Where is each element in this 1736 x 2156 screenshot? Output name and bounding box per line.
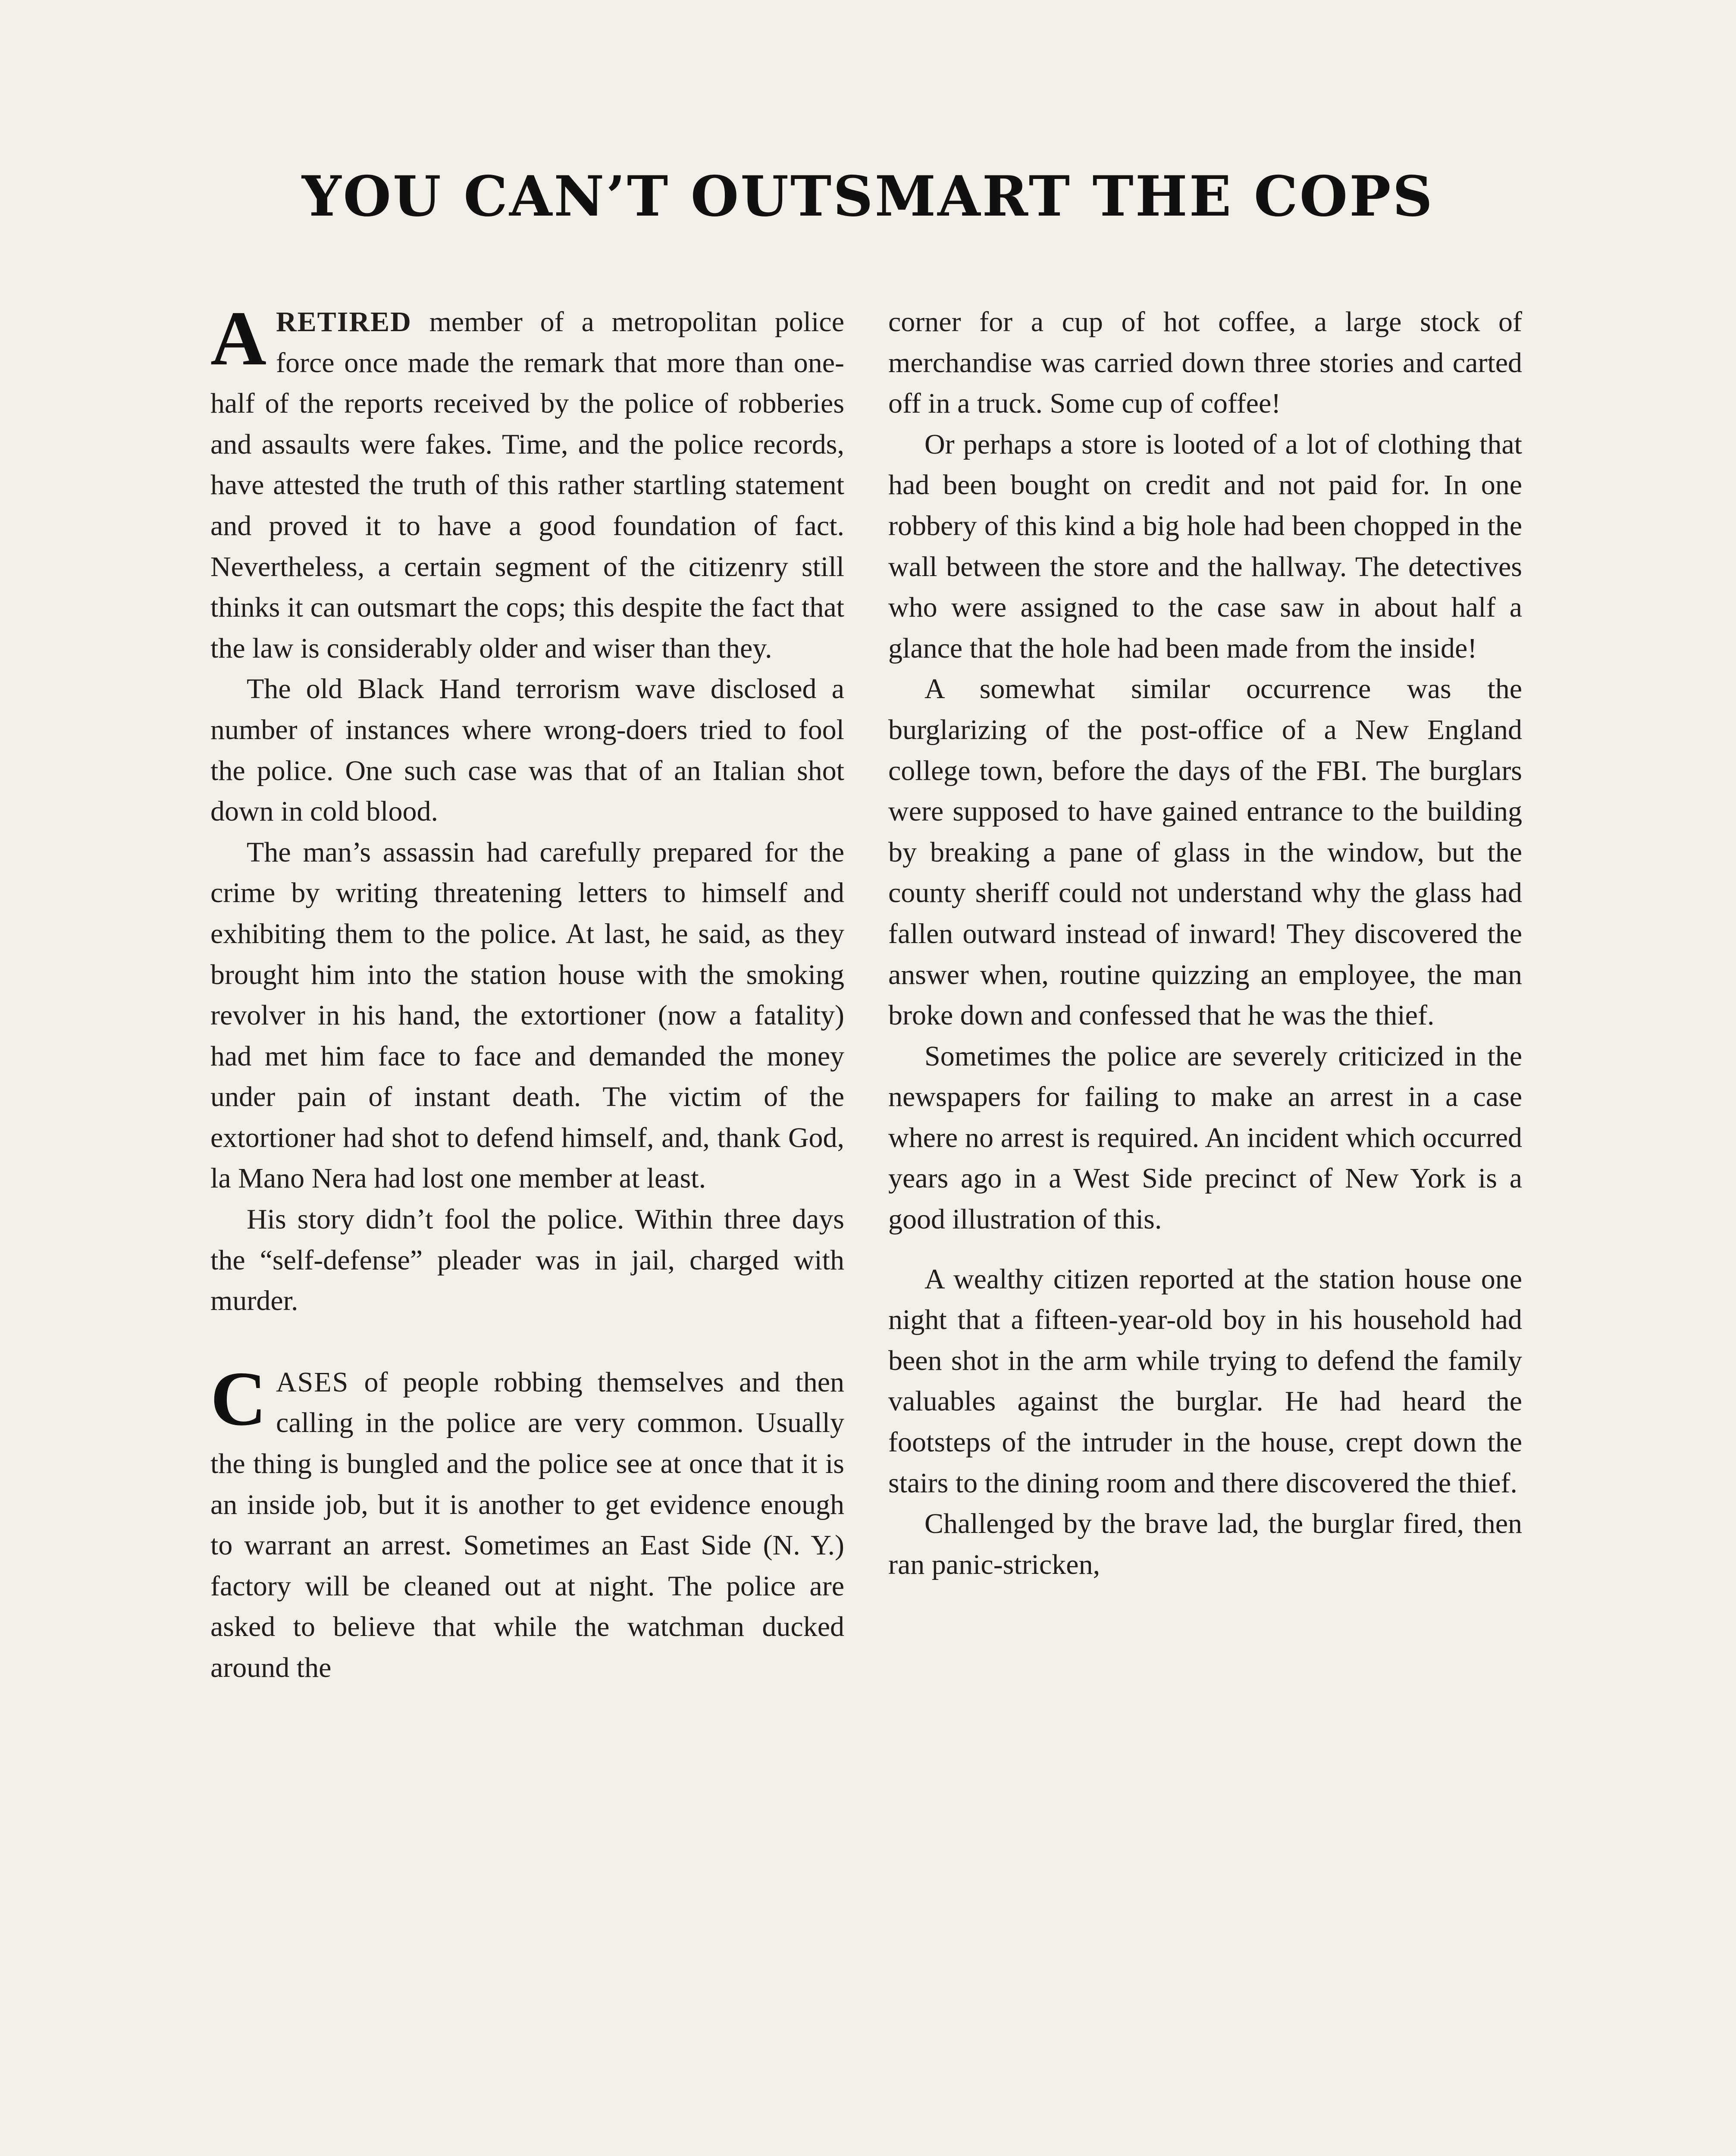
right-column bbox=[888, 302, 1522, 1585]
section-lead-word: ASES bbox=[276, 1366, 349, 1398]
paragraph-challenged: Challenged by the brave lad, the burglar fired, then ran panic-stricken, bbox=[888, 1508, 1522, 1580]
paragraph-black-hand: The old Black Hand terrorism wave disclosed a number of instances where wrong-doers tried to fool the police. One such case was that of an Italian shot down in cold blood. bbox=[210, 673, 844, 827]
drop-cap-c: C bbox=[210, 1355, 266, 1442]
paragraph-continued: corner for a cup of hot coffee, a large stock of merchandise was carried down three stories and carted off in a truck. Some cup of coffee! bbox=[888, 306, 1522, 420]
paragraph-assassin: The man’s assassin had carefully prepared for the crime by writing threatening letters to himself and exhibiting them to the police. At last, he said, as they brought him into the station house with the smoking revolver in his hand, the extortioner (now a fatality) had met him face to face and demanded the money under pain of instant death. The victim of the extortioner had shot to defend himself, and, thank God, la Mano Nera had lost one member at least. bbox=[210, 836, 844, 1194]
section-paragraph-cases bbox=[210, 1355, 845, 1689]
paragraph-post-office: A somewhat similar occurrence was the burglarizing of the post-office of a New England college town, before the days of the FBI. The burglars were supposed to have gained entrance to the building by breaking a pane of glass in the window, but the county sheriff could not understand why the glass had fallen outward instead of inward! They discovered the answer when, routine quizzing an employee, the man broke down and confessed that he was the thief. bbox=[888, 673, 1522, 1031]
opening-paragraph bbox=[210, 295, 844, 669]
drop-cap-a: A bbox=[210, 295, 266, 381]
section-paragraph-text: of people robbing themselves and then calling in the police are very common. Usually the thing is bungled and the police see at once that it is an inside job, but it is another to get evidence enough to warrant an arrest. Sometimes an East Side (N. Y.) factory will be cleaned out at night. The police are asked to believe that while the watchman ducked around the bbox=[210, 1366, 845, 1683]
lead-word: RETIRED bbox=[276, 306, 412, 338]
opening-paragraph-text: member of a metropolitan police force once made the remark that more than one-half of the reports received by the police of robberies and assaults were fakes. Time, and the police records, have attested the truth of this rather startling statement and proved it to have a good foundation of fact. Nevertheless, a certain segment of the citizenry still thinks it can outsmart the cops; this despite the fact that the law is considerably older and wiser than they. bbox=[210, 306, 844, 664]
paragraph-wealthy-citizen: A wealthy citizen reported at the station house one night that a fifteen-year-old boy in his household had been shot in the arm while trying to defend the family valuables against the burglar. He had heard the footsteps of the intruder in the house, crept down the stairs to the dining room and there discovered the thief. bbox=[888, 1263, 1522, 1499]
paragraph-criticized: Sometimes the police are severely criticized in the newspapers for failing to make an arrest in a case where no arrest is required. An incident which occurred years ago in a West Side precinct of New York is a good illustration of this. bbox=[888, 1040, 1522, 1235]
paragraph-story: His story didn’t fool the police. Within three days the “self-defense” pleader was in jail, charged with murder. bbox=[210, 1203, 844, 1317]
paragraph-store-looted: Or perhaps a store is looted of a lot of clothing that had been bought on credit and not paid for. In one robbery of this kind a big hole had been chopped in the wall between the store and the hallway. The detectives who were assigned to the case saw in about half a glance that the hole had been made from the inside! bbox=[888, 428, 1522, 664]
article-title: YOU CAN’T OUTSMART THE COPS bbox=[302, 164, 1434, 229]
left-column bbox=[210, 295, 845, 1689]
